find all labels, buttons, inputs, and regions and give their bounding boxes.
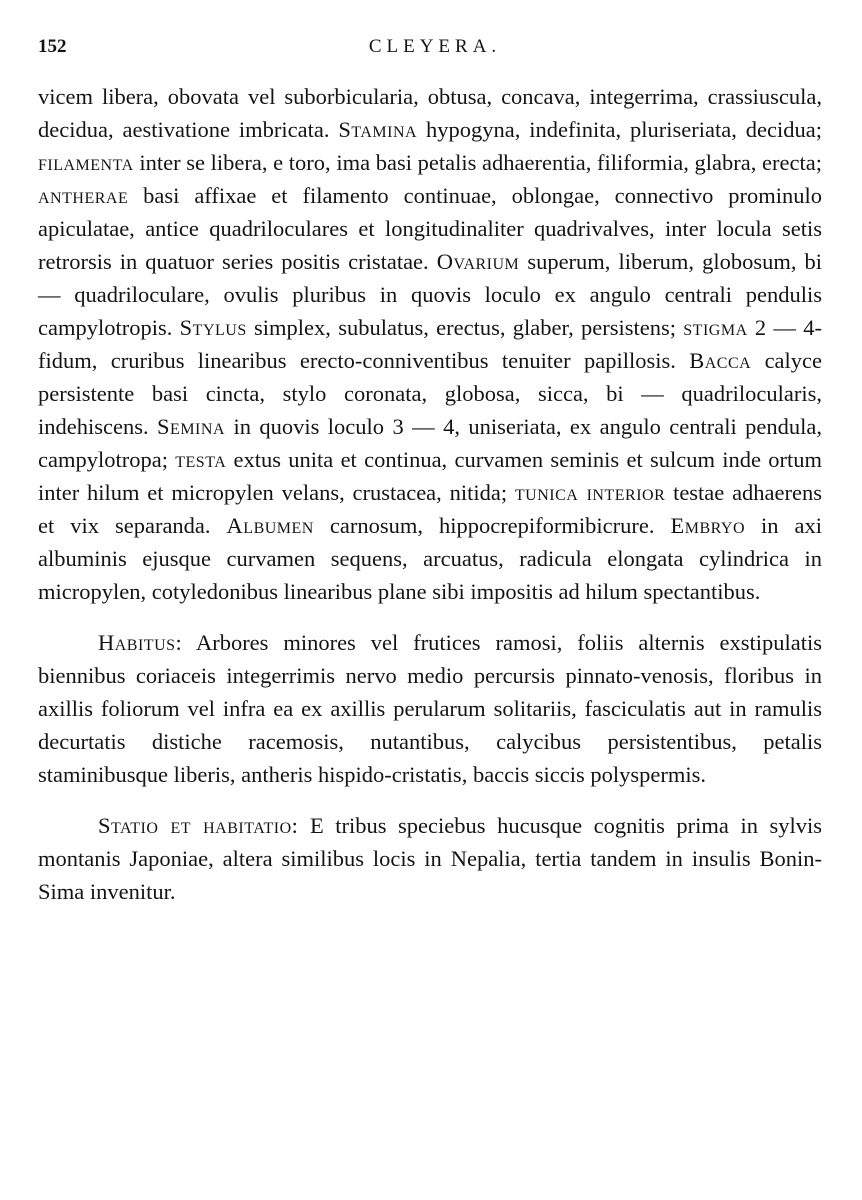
- page-header: [38, 34, 822, 64]
- section-term-stylus: Stylus: [179, 315, 247, 340]
- habitus-paragraph: [38, 626, 822, 791]
- section-term-semina: Semina: [157, 414, 225, 439]
- section-term-antherae: antherae: [38, 183, 129, 208]
- body-text: calyce persistente basi cincta, stylo coronata, globosa, sicca, bi — quadrilocularis, indehiscens.: [38, 348, 823, 439]
- page-number: 152: [38, 36, 67, 57]
- section-term-filamenta: filamenta: [38, 150, 134, 175]
- body-text: inter se libera, e toro, ima basi petalis adhaerentia, filiformia, glabra, erecta;: [139, 150, 822, 175]
- body-text: 2 — 4-fidum, cruribus linearibus erecto-conniventibus tenuiter papillosis.: [38, 315, 823, 373]
- statio-paragraph: [38, 809, 822, 908]
- body-text: extus unita et continua, curvamen seminis et sulcum inde ortum inter hilum et micropylen velans, crustacea, nitida;: [38, 447, 823, 505]
- body-text: vicem libera, obovata vel suborbicularia, obtusa, concava, integerrima, crassiuscula, decidua, aestivatione imbricata.: [38, 84, 822, 142]
- description-paragraph: [38, 80, 822, 608]
- section-term-albumen: Albumen: [226, 513, 314, 538]
- running-title: CLEYERA.: [368, 36, 502, 57]
- body-text: in quovis loculo 3 — 4, uniseriata, ex angulo centrali pendula, campylotropa;: [38, 414, 822, 472]
- body-text: superum, liberum, globosum, bi — quadriloculare, ovulis pluribus in quovis loculo ex angulo centrali pendulis campylotropis.: [38, 249, 823, 340]
- section-term-testa: testa: [175, 447, 227, 472]
- section-term-tunica-interior: tunica interior: [514, 480, 666, 505]
- section-term-stamina: Stamina: [338, 117, 418, 142]
- body-text: in axi albuminis ejusque curvamen sequens, arcuatus, radicula elongata cylindrica in micropylen, cotyledonibus linearibus plane sibi impositis ad hilum spectantibus.: [38, 513, 823, 604]
- habitus-text: Arbores minores vel frutices ramosi, foliis alternis exstipulatis biennibus coriaceis integerrimis nervo medio percursis pinnato-venosis, floribus in axillis foliorum vel infra ea ex axillis perularum solitariis, fasciculatis aut in ramulis decurtatis distiche racemosis, nutantibus, calycibus persistentibus, petalis staminibusque liberis, antheris hispido-cristatis, baccis siccis polyspermis.: [38, 630, 822, 787]
- statio-text: E tribus speciebus hucusque cognitis prima in sylvis montanis Japoniae, altera similibus locis in Nepalia, tertia tandem in insulis Bonin-Sima invenitur.: [38, 813, 823, 904]
- section-term-stigma: stigma: [683, 315, 748, 340]
- section-term-embryo: Embryo: [670, 513, 746, 538]
- body-text: basi affixae et filamento continuae, oblongae, connectivo prominulo apiculatae, antice quadriloculares et longitudinaliter quadrivalves, inter locula setis retrorsis in quatuor series positis cristatae.: [38, 183, 823, 274]
- body-text: testae adhaerens et vix separanda.: [38, 480, 823, 538]
- habitus-heading: Habitus:: [98, 630, 183, 655]
- statio-heading: Statio et habitatio:: [98, 813, 299, 838]
- body-text: simplex, subulatus, erectus, glaber, persistens;: [254, 315, 676, 340]
- body-text: carnosum, hippocrepiformibicrure.: [329, 513, 655, 538]
- body-text: hypogyna, indefinita, pluriseriata, decidua;: [426, 117, 823, 142]
- section-term-ovarium: Ovarium: [436, 249, 520, 274]
- section-term-bacca: Bacca: [689, 348, 752, 373]
